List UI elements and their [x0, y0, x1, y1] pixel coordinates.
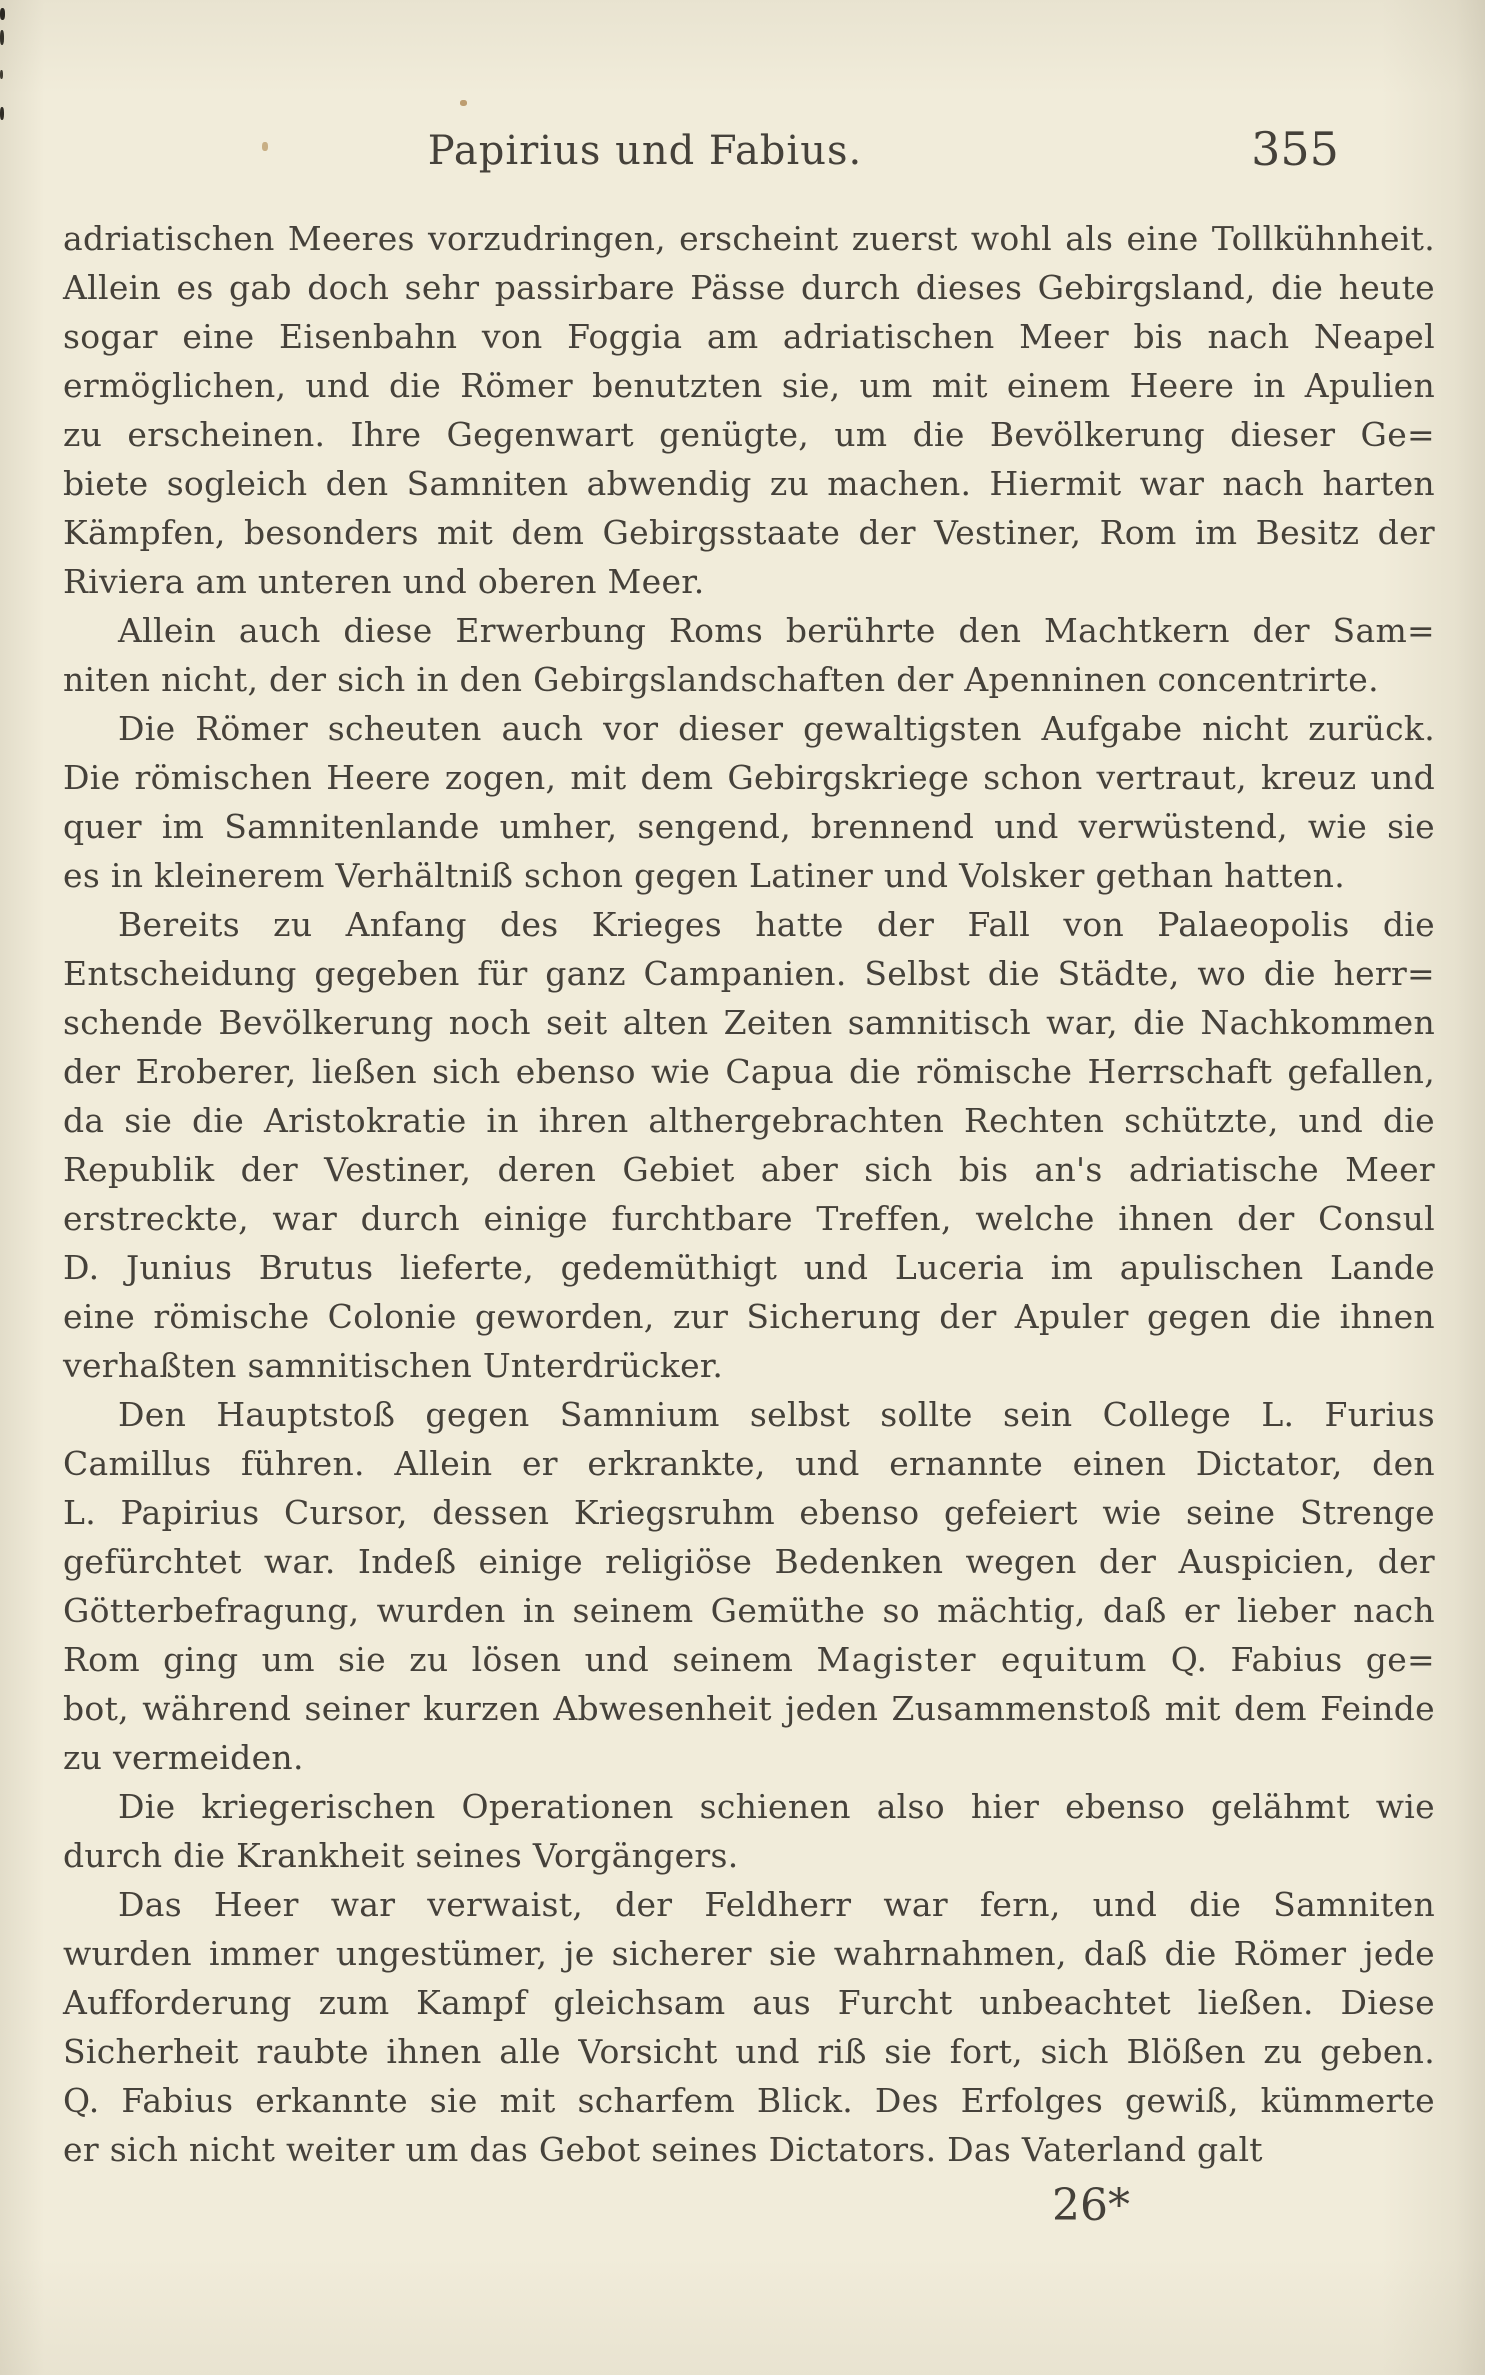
- paragraph: [63, 1782, 1435, 1880]
- text-line: wurden immer ungestümer, je sicherer sie wahrnahmen, daß die Römer jede: [63, 1934, 1435, 1973]
- text-line: Allein auch diese Erwerbung Roms berührte den Machtkern der Sam=: [118, 611, 1435, 650]
- text-line: der Eroberer, ließen sich ebenso wie Capua die römische Herrschaft gefallen,: [63, 1052, 1435, 1091]
- text-line: eine römische Colonie geworden, zur Sicherung der Apuler gegen die ihnen: [63, 1297, 1435, 1336]
- text-line: sogar eine Eisenbahn von Foggia am adriatischen Meer bis nach Neapel: [63, 317, 1435, 356]
- text-line: Q. Fabius erkannte sie mit scharfem Blick. Des Erfolges gewiß, kümmerte: [63, 2081, 1435, 2120]
- text-line: D. Junius Brutus lieferte, gedemüthigt und Luceria im apulischen Lande: [63, 1248, 1435, 1287]
- text-line: bot, während seiner kurzen Abwesenheit jeden Zusammenstoß mit dem Feinde: [63, 1689, 1435, 1728]
- paragraph: [63, 214, 1435, 606]
- scan-speck: [0, 70, 3, 79]
- text-line: zu erscheinen. Ihre Gegenwart genügte, um die Bevölkerung dieser Ge=: [63, 415, 1435, 454]
- text-line: gefürchtet war. Indeß einige religiöse Bedenken wegen der Auspicien, der: [63, 1542, 1435, 1581]
- scan-speck: [0, 107, 4, 120]
- text-line: Rom ging um sie zu lösen und seinem Magister equitum Q. Fabius ge=: [63, 1640, 1435, 1679]
- text-line: erstreckte, war durch einige furchtbare Treffen, welche ihnen der Consul: [63, 1199, 1435, 1238]
- text-line: Bereits zu Anfang des Krieges hatte der Fall von Palaeopolis die: [118, 905, 1435, 944]
- text-block: [63, 214, 1435, 2174]
- text-line: Die kriegerischen Operationen schienen also hier ebenso gelähmt wie: [118, 1787, 1435, 1826]
- paragraph: [63, 704, 1435, 900]
- scan-speck: [262, 142, 268, 151]
- text-line: Die Römer scheuten auch vor dieser gewaltigsten Aufgabe nicht zurück.: [118, 709, 1435, 748]
- text-line: er sich nicht weiter um das Gebot seines Dictators. Das Vaterland galt: [63, 2130, 1263, 2169]
- paragraph: [63, 1390, 1435, 1782]
- scan-speck: [0, 30, 4, 45]
- text-line: Republik der Vestiner, deren Gebiet aber sich bis an's adriatische Meer: [63, 1150, 1435, 1189]
- text-line: Riviera am unteren und oberen Meer.: [63, 562, 705, 601]
- signature-mark: 26*: [1052, 2180, 1130, 2231]
- text-line: verhaßten samnitischen Unterdrücker.: [63, 1346, 724, 1385]
- paragraph: [63, 900, 1435, 1390]
- text-line: zu vermeiden.: [63, 1738, 304, 1777]
- text-line: niten nicht, der sich in den Gebirgslandschaften der Apenninen concentrirte.: [63, 660, 1379, 699]
- text-line: Entscheidung gegeben für ganz Campanien. Selbst die Städte, wo die herr=: [63, 954, 1435, 993]
- text-line: Das Heer war verwaist, der Feldherr war fern, und die Samniten: [118, 1885, 1435, 1924]
- text-line: Götterbefragung, wurden in seinem Gemüthe so mächtig, daß er lieber nach: [63, 1591, 1435, 1630]
- scan-speck: [0, 8, 5, 20]
- text-line: Aufforderung zum Kampf gleichsam aus Furcht unbeachtet ließen. Diese: [63, 1983, 1435, 2022]
- text-line: biete sogleich den Samniten abwendig zu machen. Hiermit war nach harten: [63, 464, 1435, 503]
- page-number: 355: [1251, 122, 1339, 176]
- text-line: Kämpfen, besonders mit dem Gebirgsstaate der Vestiner, Rom im Besitz der: [63, 513, 1435, 552]
- text-line: adriatischen Meeres vorzudringen, erscheint zuerst wohl als eine Tollkühnheit.: [63, 219, 1435, 258]
- text-line: schende Bevölkerung noch seit alten Zeiten samnitisch war, die Nachkommen: [63, 1003, 1435, 1042]
- paragraph: [63, 1880, 1435, 2174]
- text-line: Camillus führen. Allein er erkrankte, und ernannte einen Dictator, den: [63, 1444, 1435, 1483]
- text-line: L. Papirius Cursor, dessen Kriegsruhm ebenso gefeiert wie seine Strenge: [63, 1493, 1435, 1532]
- text-line: da sie die Aristokratie in ihren althergebrachten Rechten schützte, und die: [63, 1101, 1435, 1140]
- text-line: Sicherheit raubte ihnen alle Vorsicht und riß sie fort, sich Blößen zu geben.: [63, 2032, 1435, 2071]
- text-line: Den Hauptstoß gegen Samnium selbst sollte sein College L. Furius: [118, 1395, 1435, 1434]
- running-header: [0, 122, 1485, 182]
- text-line: Allein es gab doch sehr passirbare Pässe durch dieses Gebirgsland, die heute: [63, 268, 1435, 307]
- text-line: es in kleinerem Verhältniß schon gegen Latiner und Volsker gethan hatten.: [63, 856, 1346, 895]
- paragraph: [63, 606, 1435, 704]
- scan-speck: [460, 100, 467, 106]
- text-line: Die römischen Heere zogen, mit dem Gebirgskriege schon vertraut, kreuz und: [63, 758, 1435, 797]
- page-header-title: Papirius und Fabius.: [427, 128, 863, 174]
- antiqua-phrase: Magister equitum: [816, 1640, 1148, 1679]
- text-line: quer im Samnitenlande umher, sengend, brennend und verwüstend, wie sie: [63, 807, 1435, 846]
- text-line: ermöglichen, und die Römer benutzten sie, um mit einem Heere in Apulien: [63, 366, 1435, 405]
- text-line: durch die Krankheit seines Vorgängers.: [63, 1836, 739, 1875]
